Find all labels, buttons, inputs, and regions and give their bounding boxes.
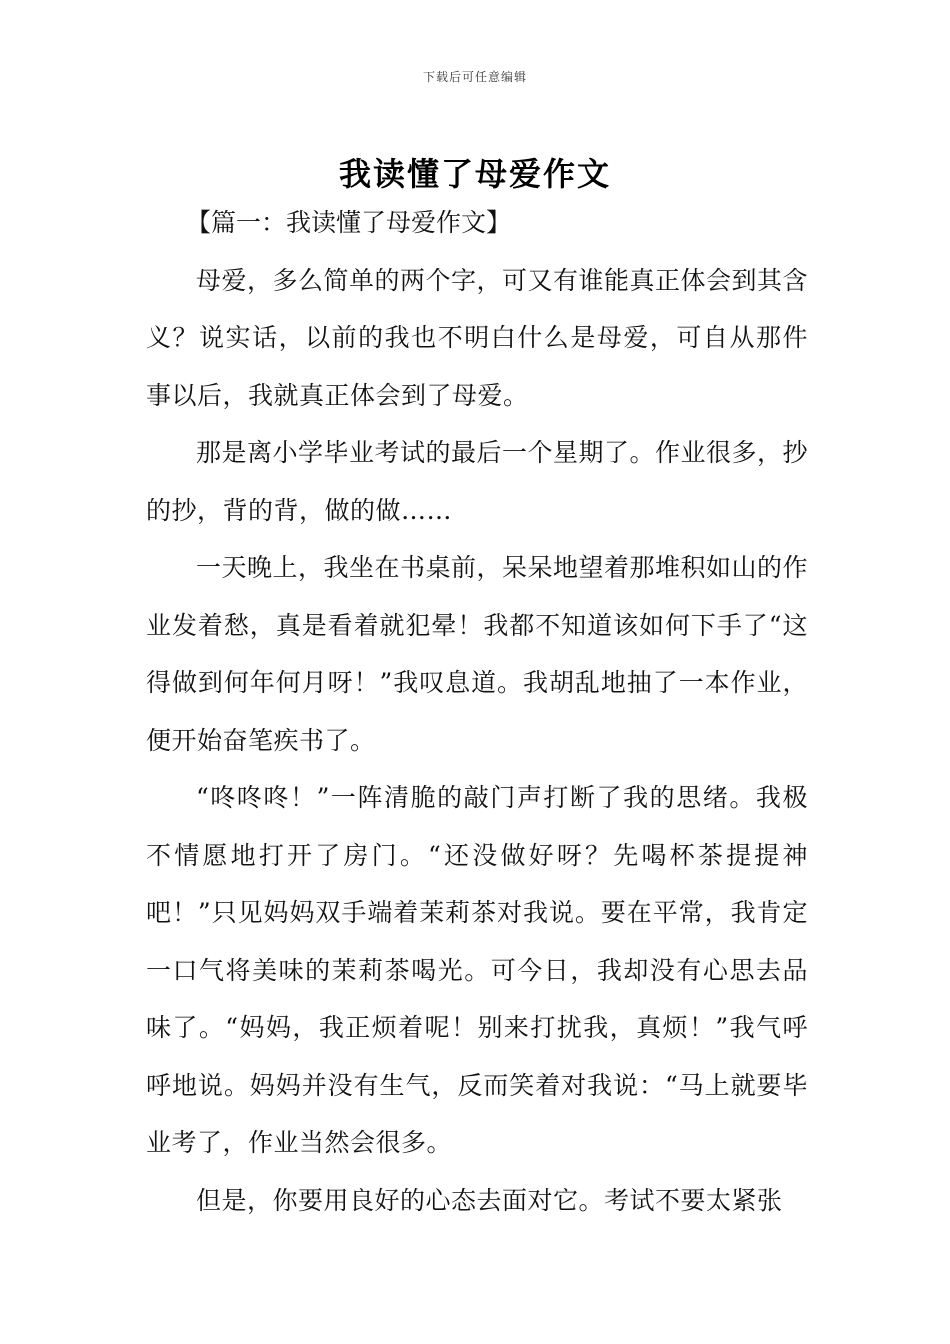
paragraph-5: 但是，你要用良好的心态去面对它。考试不要太紧张 (196, 1185, 783, 1215)
paragraph-3: 一天晚上，我坐在书桌前，呆呆地望着那堆积如山的作业发着愁，真是看着就犯晕！我都不知道该如何下手了“这得做到何年何月呀！”我叹息道。我胡乱地抽了一本作业，便开始奋笔疾书了。 (146, 553, 809, 755)
document-title: 我读懂了母爱作文 (338, 155, 611, 194)
paragraph-1: 母爱，多么简单的两个字，可又有谁能真正体会到其含义？说实话，以前的我也不明白什么是母爱，可自从那件事以后，我就真正体会到了母爱。 (146, 265, 809, 410)
paragraph-2: 那是离小学毕业考试的最后一个星期了。作业很多，抄的抄，背的背，做的做…… (146, 438, 809, 525)
document-body (146, 194, 808, 1229)
header-note: 下载后可任意编辑 (422, 70, 527, 84)
paragraph-4: “咚咚咚！”一阵清脆的敲门声打断了我的思绪。我极不情愿地打开了房门。“还没做好呀？先喝杯茶提提神吧！”只见妈妈双手端着茉莉茶对我说。要在平常，我肯定一口气将美味的茉莉茶喝光。可今日，我却没有心思去品味了。“妈妈，我正烦着呢！别来打扰我，真烦！”我气呼呼地说。妈妈并没有生气，反而笑着对我说：“马上就要毕业考了，作业当然会很多。 (146, 783, 808, 1157)
section-heading: 【篇一：我读懂了母爱作文】 (186, 208, 512, 237)
